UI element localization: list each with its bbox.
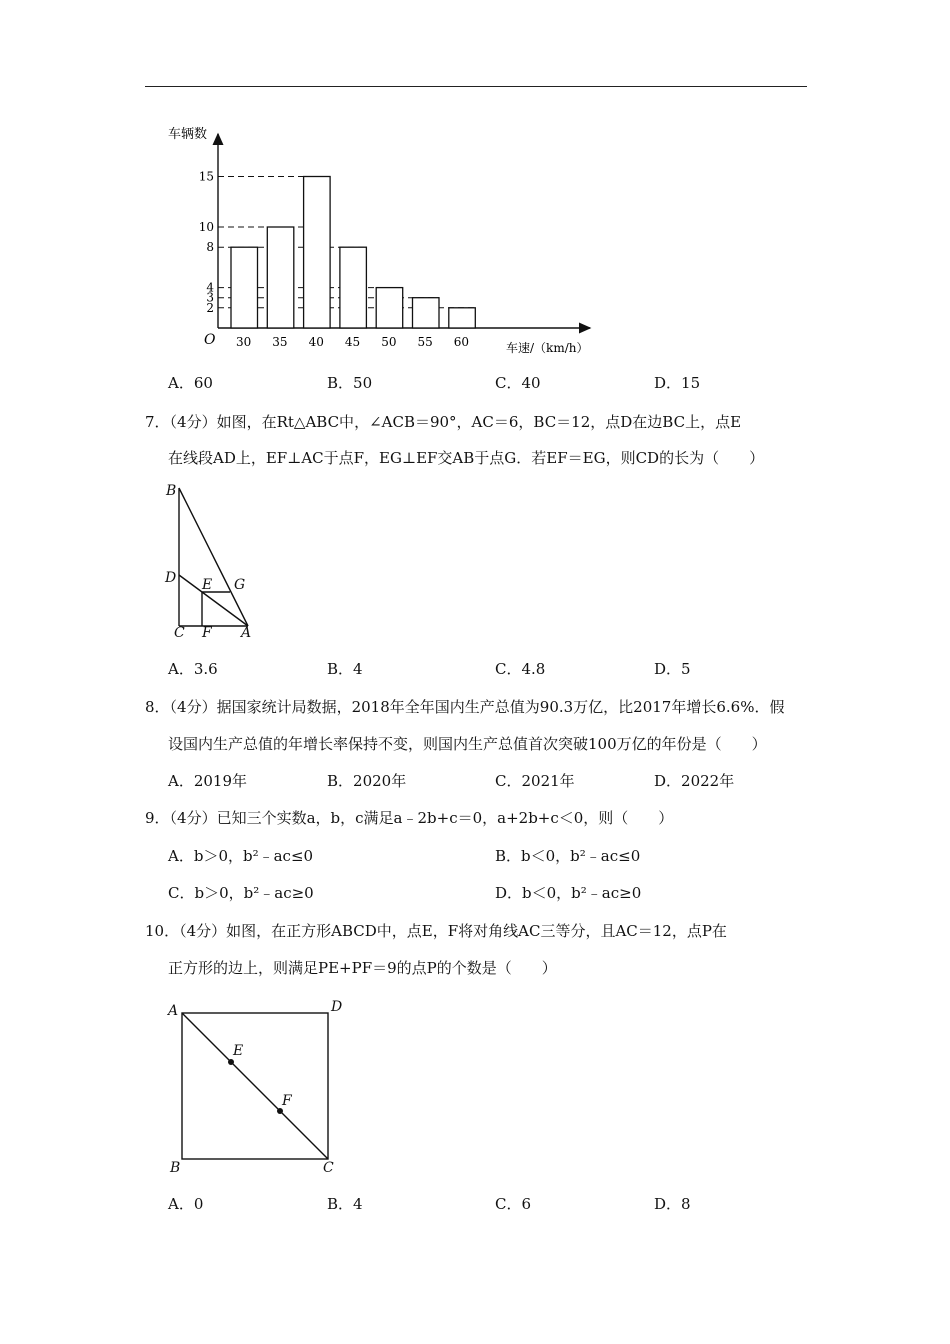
bar-55 [413, 298, 440, 328]
q9-options-row1 [0, 845, 950, 869]
label-e: E [202, 577, 213, 593]
q8-line1: 8．（4分）据国家统计局数据，2018年全年国内生产总值为90.3万亿，比2017年增长6.6%．假 [145, 698, 785, 716]
bar-45 [340, 247, 367, 328]
q10-line1: 10．（4分）如图，在正方形ABCD中，点E，F将对角线AC三等分，且AC＝12，点P在 [145, 922, 727, 940]
label-f: F [282, 1093, 292, 1109]
origin-label: O [204, 332, 216, 348]
label-c: C [174, 625, 185, 641]
x-tick-label: 35 [272, 335, 288, 349]
q10-line2: 正方形的边上，则满足PE+PF＝9的点P的个数是（ ） [168, 959, 557, 977]
bar-30 [231, 247, 258, 328]
q7-option-d[interactable]: D．5 [654, 660, 691, 678]
q8-option-b[interactable]: B．2020年 [327, 772, 407, 790]
q9-options-row2 [0, 882, 950, 906]
header-rule [145, 86, 807, 87]
y-tick-label: 10 [198, 220, 214, 234]
y-tick-label: 2 [206, 300, 214, 315]
q6-option-c[interactable]: C．40 [495, 374, 541, 392]
q8-option-d[interactable]: D．2022年 [654, 772, 735, 790]
label-g: G [234, 577, 246, 593]
y-tick-label: 8 [206, 240, 214, 255]
bar-50 [376, 288, 403, 328]
y-tick-label: 4 [206, 280, 214, 295]
label-a: A [241, 625, 252, 641]
q7-line1: 7．（4分）如图，在Rt△ABC中，∠ACB＝90°，AC＝6，BC＝12，点D在边BC上，点E [145, 413, 742, 431]
y-tick-label: 3 [206, 290, 214, 305]
x-tick-label: 40 [308, 335, 324, 349]
q10-square-figure [160, 995, 350, 1180]
point-e [228, 1059, 234, 1065]
q7-option-b[interactable]: B．4 [327, 660, 363, 678]
label-b: B [166, 483, 177, 499]
q9-option-c[interactable]: C．b＞0，b²﹣ac≥0 [168, 884, 314, 902]
label-b: B [170, 1160, 181, 1176]
y-tick-label: 15 [198, 169, 214, 184]
q6-options [0, 372, 950, 396]
q8-options [0, 770, 950, 794]
q7-option-a[interactable]: A．3.6 [168, 660, 218, 678]
q10-option-b[interactable]: B．4 [327, 1195, 363, 1213]
bar-40 [304, 177, 331, 329]
q6-option-d[interactable]: D．15 [654, 374, 701, 392]
x-axis-label: 车速/（km/h） [506, 341, 589, 355]
q8-line2: 设国内生产总值的年增长率保持不变，则国内生产总值首次突破100万亿的年份是（ ） [168, 735, 767, 753]
label-d: D [165, 570, 177, 586]
x-tick-label: 55 [417, 335, 433, 349]
q6-option-b[interactable]: B．50 [327, 374, 373, 392]
q7-triangle-figure [160, 478, 270, 643]
q8-option-c[interactable]: C．2021年 [495, 772, 575, 790]
speed-histogram [160, 120, 610, 360]
q8-option-a[interactable]: A．2019年 [168, 772, 248, 790]
q9-option-a[interactable]: A．b＞0，b²﹣ac≤0 [168, 847, 314, 865]
x-tick-label: 30 [236, 335, 252, 349]
y-axis-label: 车辆数 [168, 127, 208, 142]
q10-options [0, 1193, 950, 1217]
label-f: F [202, 625, 212, 641]
label-c: C [323, 1160, 334, 1176]
label-a: A [168, 1003, 179, 1019]
q10-option-c[interactable]: C．6 [495, 1195, 532, 1213]
q6-option-a[interactable]: A．60 [168, 374, 213, 392]
q9-option-b[interactable]: B．b＜0，b²﹣ac≤0 [495, 847, 641, 865]
q9-line1: 9．（4分）已知三个实数a，b，c满足a﹣2b+c＝0，a+2b+c＜0，则（ ） [145, 809, 674, 827]
label-d: D [331, 999, 343, 1015]
x-tick-label: 60 [453, 335, 470, 349]
bar-35 [267, 227, 294, 328]
q10-option-d[interactable]: D．8 [654, 1195, 691, 1213]
x-tick-label: 45 [344, 335, 361, 349]
q10-option-a[interactable]: A．0 [168, 1195, 204, 1213]
q7-options [0, 658, 950, 682]
bar-60 [449, 308, 476, 328]
x-tick-label: 50 [381, 335, 397, 349]
label-e: E [233, 1043, 244, 1059]
q7-line2: 在线段AD上，EF⊥AC于点F，EG⊥EF交AB于点G．若EF＝EG，则CD的长为（ ） [168, 449, 765, 467]
q9-option-d[interactable]: D．b＜0，b²﹣ac≥0 [495, 884, 642, 902]
q7-option-c[interactable]: C．4.8 [495, 660, 546, 678]
